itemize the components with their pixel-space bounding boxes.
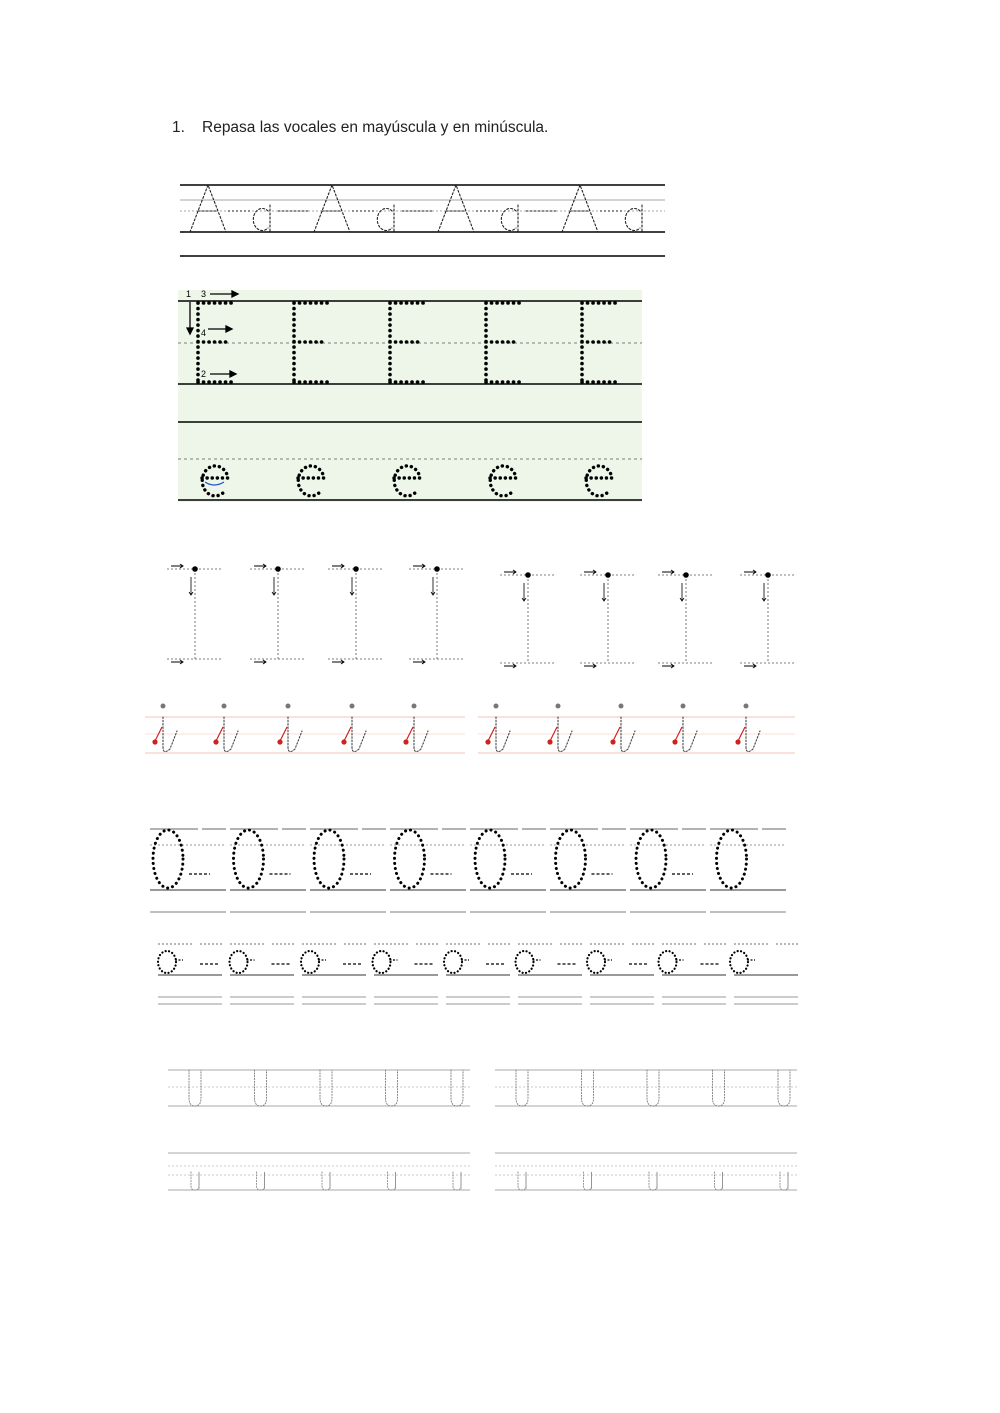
uppercase-o-letter (636, 830, 693, 888)
uppercase-o-letter (314, 830, 371, 888)
uppercase-u-letter (582, 1070, 594, 1106)
lowercase-a-letter (501, 205, 556, 232)
uppercase-o-letter (153, 830, 210, 888)
lowercase-i-letter (213, 704, 238, 752)
uppercase-u-letter (713, 1070, 725, 1106)
uppercase-u-letter (647, 1070, 659, 1106)
uppercase-o-letter (234, 830, 291, 888)
uppercase-i-letter (250, 564, 306, 664)
uppercase-i-letter (409, 564, 465, 664)
lowercase-i-letter (610, 704, 635, 752)
tracing-u-block (0, 1060, 1000, 1200)
uppercase-a-letter (438, 185, 500, 232)
lowercase-i-letter (403, 704, 428, 752)
uppercase-u-letter (516, 1070, 528, 1106)
lowercase-i-guide-lines (478, 717, 795, 753)
stroke-label-1: 1 (186, 289, 192, 299)
uppercase-o-letter (556, 830, 613, 888)
lowercase-i-letter (672, 704, 697, 752)
lowercase-o-letter (516, 951, 578, 973)
lowercase-o-letter (659, 951, 721, 973)
lowercase-u-guide-lines (168, 1153, 470, 1190)
uppercase-a-letter (314, 185, 376, 232)
lowercase-i-letter (152, 704, 177, 752)
uppercase-u-letter (778, 1070, 790, 1106)
uppercase-i-letter (580, 570, 636, 668)
tracing-o-block (0, 822, 1000, 1012)
instruction-number: 1. (172, 119, 185, 136)
lowercase-i-letter (485, 704, 510, 752)
lowercase-i-guide-lines (145, 717, 465, 753)
uppercase-o-letter (717, 830, 747, 888)
uppercase-i-letter (328, 564, 384, 664)
lowercase-i-letter (735, 704, 760, 752)
lowercase-o-guide-lines (158, 944, 798, 1004)
uppercase-i-letter (658, 570, 714, 668)
uppercase-i-letter (500, 570, 556, 668)
instruction-text: Repasa las vocales en mayúscula y en minúscula. (202, 119, 549, 136)
uppercase-u-letter (451, 1070, 463, 1106)
uppercase-u-letter (189, 1070, 201, 1106)
uppercase-u-guide-lines (168, 1070, 470, 1106)
stroke-label-2: 2 (201, 369, 207, 379)
tracing-e-block (0, 282, 1000, 507)
uppercase-a-letter (190, 185, 252, 232)
lowercase-i-letter (547, 704, 572, 752)
lowercase-o-letter (444, 951, 506, 973)
instruction (172, 119, 548, 137)
lowercase-o-letter (230, 951, 292, 973)
uppercase-o-letter (395, 830, 452, 888)
lowercase-u-guide-lines (495, 1153, 797, 1190)
lowercase-i-letter (341, 704, 366, 752)
uppercase-u-letter (386, 1070, 398, 1106)
lowercase-o-letter (373, 951, 435, 973)
lowercase-o-letter (587, 951, 649, 973)
uppercase-i-letter (740, 570, 796, 668)
lowercase-o-letter (730, 951, 755, 973)
uppercase-a-letter (562, 185, 624, 232)
tracing-i-block (0, 555, 1000, 765)
uppercase-i-letter (167, 564, 223, 664)
uppercase-u-letter (320, 1070, 332, 1106)
lowercase-i-letter (277, 704, 302, 752)
uppercase-u-guide-lines (495, 1070, 797, 1106)
lowercase-a-letter (253, 205, 308, 232)
uppercase-o-letter (475, 830, 532, 888)
stroke-label-4: 4 (201, 328, 207, 338)
uppercase-o-guide-lines (150, 829, 786, 912)
lowercase-a-letter (625, 205, 642, 232)
stroke-label-3: 3 (201, 289, 207, 299)
lowercase-o-letter (158, 951, 220, 973)
lowercase-a-letter (377, 205, 432, 232)
lowercase-o-letter (301, 951, 363, 973)
tracing-a-row (0, 180, 1000, 260)
uppercase-u-letter (255, 1070, 267, 1106)
